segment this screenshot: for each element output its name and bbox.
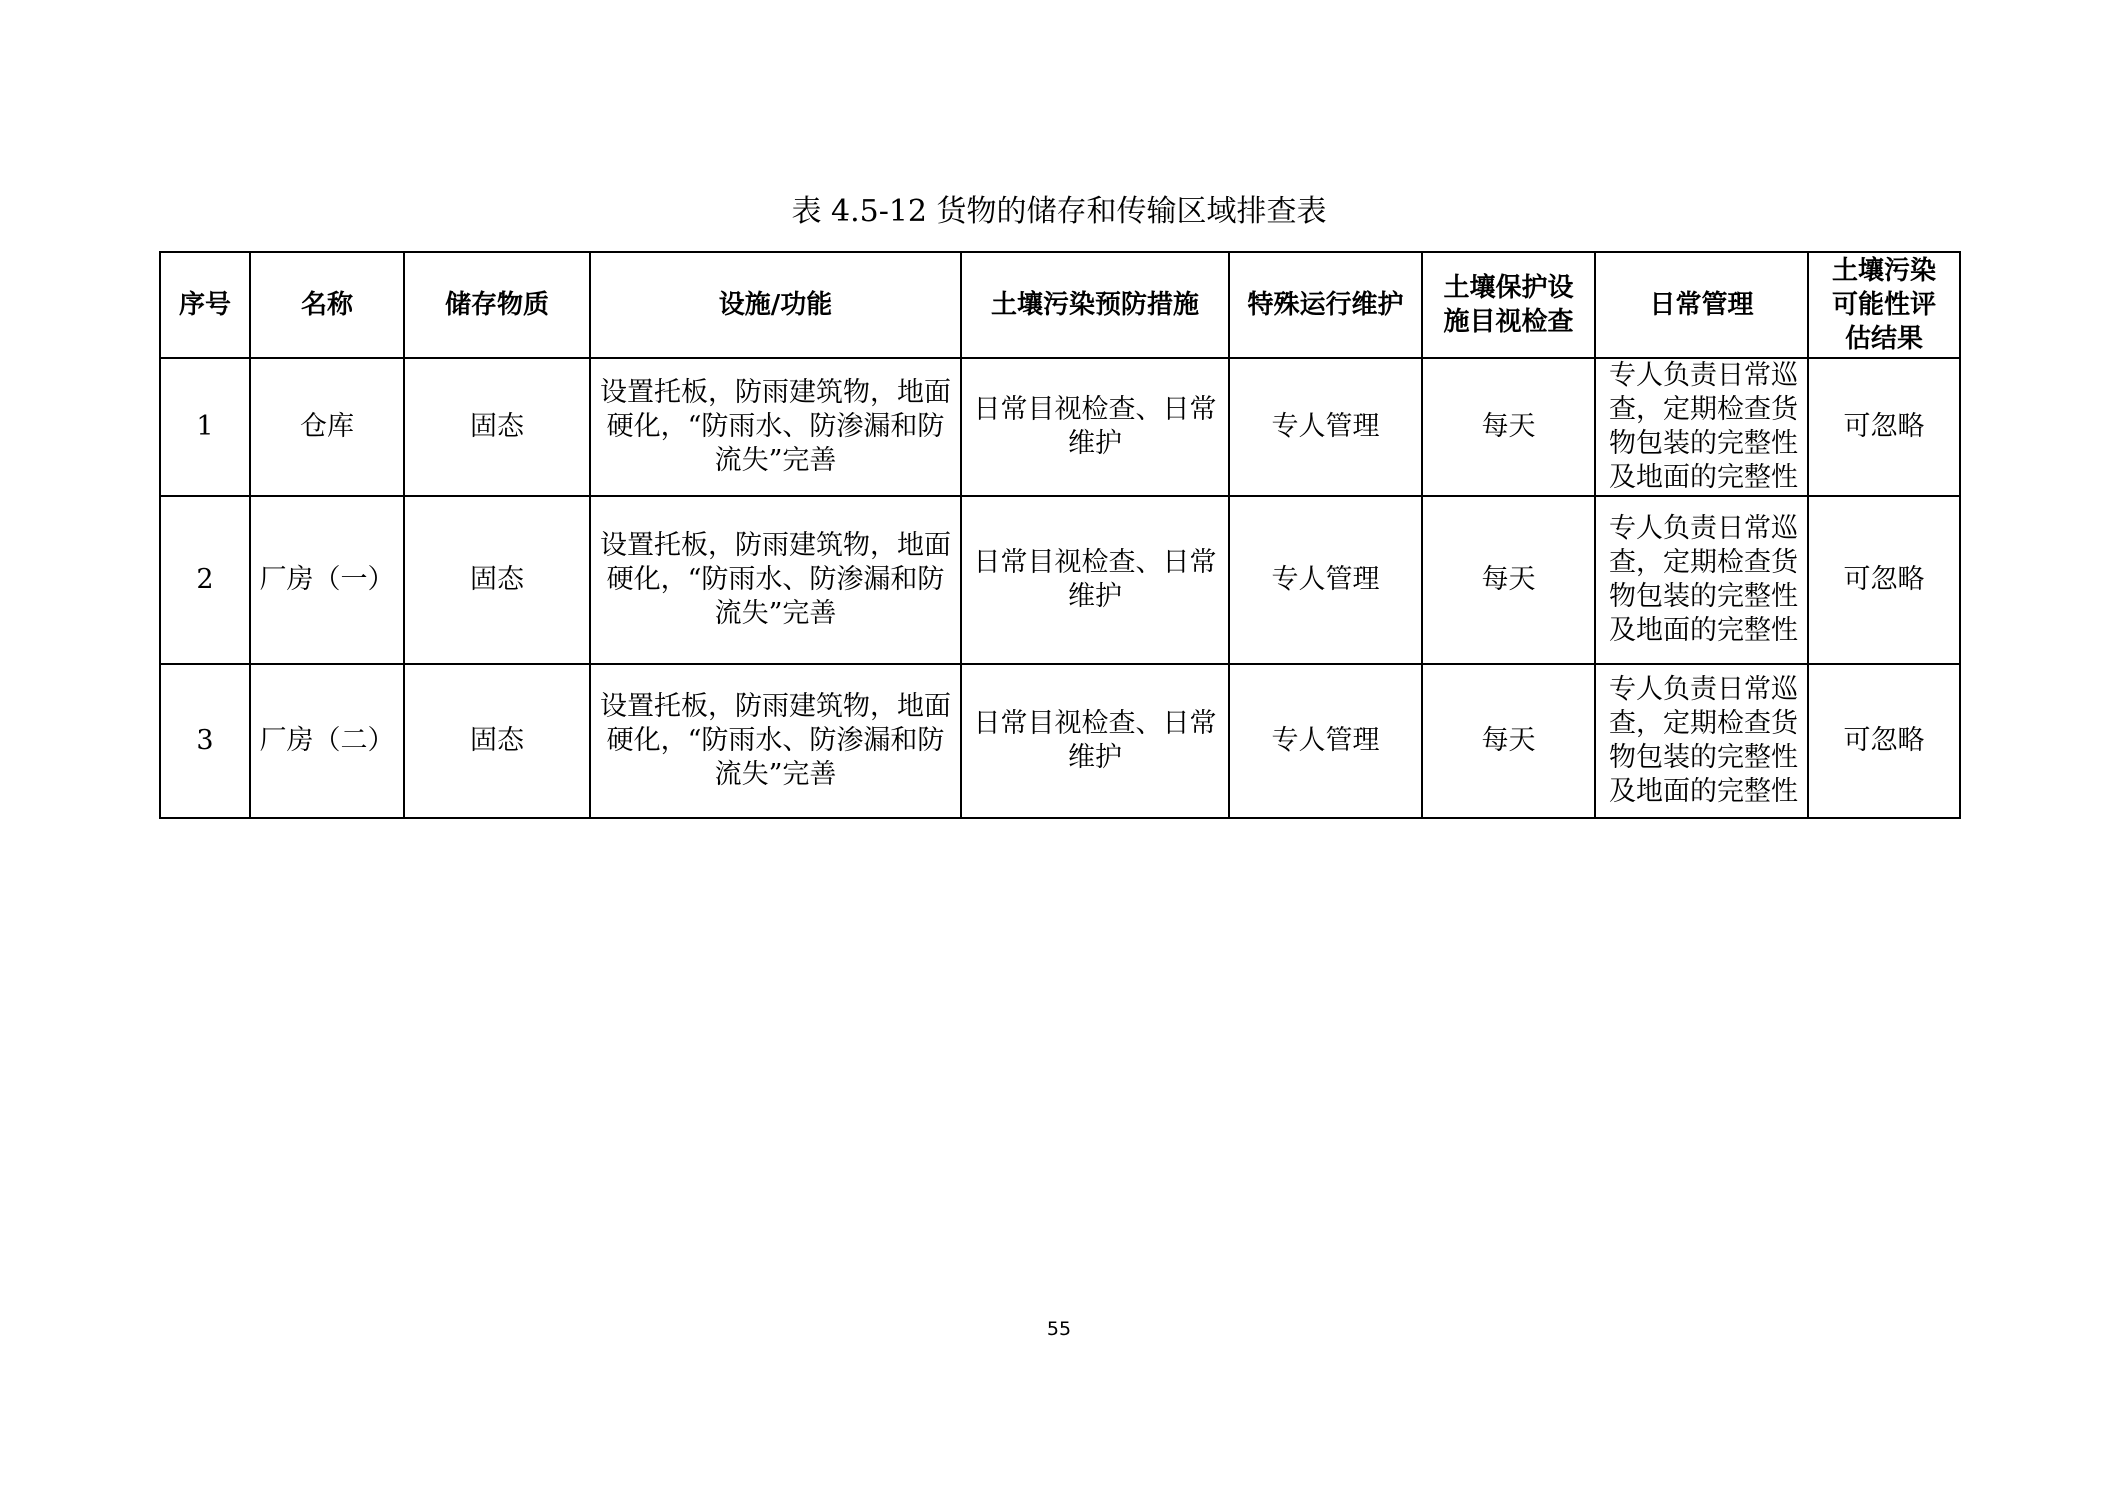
header-prevention: 土壤污染预防措施 [961, 252, 1229, 358]
cell-prevention: 日常目视检查、日常维护 [961, 664, 1229, 818]
storage-transport-survey-table [159, 251, 1961, 819]
header-name: 名称 [250, 252, 404, 358]
header-seq: 序号 [160, 252, 250, 358]
cell-maintenance: 专人管理 [1229, 664, 1422, 818]
cell-name: 厂房（二） [250, 664, 404, 818]
table-row [160, 496, 1960, 664]
table-header-row [160, 252, 1960, 358]
cell-material: 固态 [404, 496, 590, 664]
table-row [160, 664, 1960, 818]
cell-maintenance: 专人管理 [1229, 358, 1422, 496]
cell-result: 可忽略 [1808, 496, 1960, 664]
cell-daily: 专人负责日常巡查，定期检查货物包装的完整性及地面的完整性 [1595, 664, 1808, 818]
header-facility: 设施/功能 [590, 252, 961, 358]
table-caption: 表 4.5-12 货物的储存和传输区域排查表 [791, 194, 1327, 229]
cell-facility: 设置托板，防雨建筑物，地面硬化，“防雨水、防渗漏和防流失”完善 [590, 496, 961, 664]
cell-name: 仓库 [250, 358, 404, 496]
header-daily: 日常管理 [1595, 252, 1808, 358]
cell-maintenance: 专人管理 [1229, 496, 1422, 664]
header-inspection: 土壤保护设施目视检查 [1422, 252, 1595, 358]
cell-prevention: 日常目视检查、日常维护 [961, 496, 1229, 664]
header-material: 储存物质 [404, 252, 590, 358]
cell-prevention: 日常目视检查、日常维护 [961, 358, 1229, 496]
header-result: 土壤污染可能性评估结果 [1808, 252, 1960, 358]
cell-material: 固态 [404, 664, 590, 818]
cell-inspection: 每天 [1422, 496, 1595, 664]
cell-result: 可忽略 [1808, 358, 1960, 496]
cell-seq: 1 [160, 358, 250, 496]
cell-facility: 设置托板，防雨建筑物，地面硬化，“防雨水、防渗漏和防流失”完善 [590, 358, 961, 496]
table-row [160, 358, 1960, 496]
cell-name: 厂房（一） [250, 496, 404, 664]
cell-inspection: 每天 [1422, 664, 1595, 818]
cell-facility: 设置托板，防雨建筑物，地面硬化，“防雨水、防渗漏和防流失”完善 [590, 664, 961, 818]
cell-result: 可忽略 [1808, 664, 1960, 818]
cell-material: 固态 [404, 358, 590, 496]
page-number: 55 [1046, 1318, 1072, 1340]
cell-seq: 3 [160, 664, 250, 818]
cell-seq: 2 [160, 496, 250, 664]
cell-inspection: 每天 [1422, 358, 1595, 496]
header-maintenance: 特殊运行维护 [1229, 252, 1422, 358]
cell-daily: 专人负责日常巡查，定期检查货物包装的完整性及地面的完整性 [1595, 496, 1808, 664]
cell-daily: 专人负责日常巡查，定期检查货物包装的完整性及地面的完整性 [1595, 358, 1808, 496]
